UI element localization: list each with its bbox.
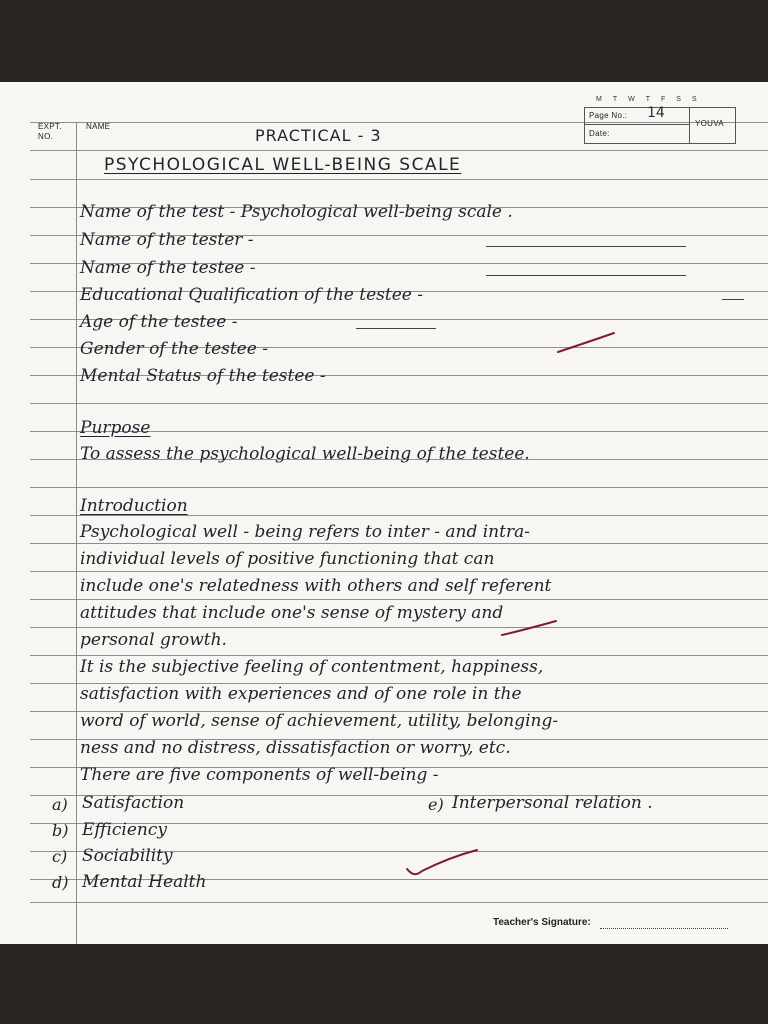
margin-line — [76, 122, 77, 944]
notebook-page — [0, 82, 768, 944]
ruled-line — [30, 179, 768, 180]
check-mark-icon — [404, 845, 480, 879]
box-divider — [689, 108, 690, 143]
ruled-line — [30, 403, 768, 404]
weekday-letter: W — [628, 96, 635, 103]
weekday-letter: M — [596, 96, 602, 103]
intro-line: There are five components of well-being - — [80, 765, 439, 785]
purpose-text: To assess the psychological well-being of the testee. — [80, 444, 530, 464]
intro-line: attitudes that include one's sense of mystery and — [80, 603, 504, 623]
expt-no-label: EXPT. NO. — [38, 122, 62, 141]
field-tester: Name of the tester - — [80, 230, 254, 250]
component-item: Sociability — [82, 846, 173, 866]
intro-line: individual levels of positive functioning that can — [80, 549, 495, 569]
blank-line — [722, 299, 744, 300]
practical-title: PRACTICAL - 3 — [255, 126, 382, 145]
date-label: Date: — [589, 129, 610, 138]
check-mark-icon — [500, 617, 560, 639]
main-title: PSYCHOLOGICAL WELL-BEING SCALE — [104, 155, 462, 175]
introduction-heading: Introduction — [80, 496, 188, 516]
weekday-letter: F — [661, 96, 666, 103]
ruled-line — [30, 543, 768, 544]
field-mental-status: Mental Status of the testee - — [80, 366, 326, 386]
component-item: Efficiency — [82, 820, 167, 840]
check-mark-icon — [556, 330, 616, 356]
intro-line: Psychological well - being refers to inter - and intra- — [80, 522, 530, 542]
ruled-line — [30, 655, 768, 656]
intro-line: satisfaction with experiences and of one role in the — [80, 684, 522, 704]
signature-line — [600, 928, 728, 929]
blank-line — [486, 246, 686, 247]
ruled-line — [30, 599, 768, 600]
ruled-line — [30, 627, 768, 628]
name-label: NAME — [86, 122, 111, 131]
page-number: 14 — [647, 105, 665, 121]
list-marker: d) — [52, 873, 69, 892]
purpose-heading: Purpose — [80, 418, 151, 438]
field-testee: Name of the testee - — [80, 258, 256, 278]
intro-line: It is the subjective feeling of contentment, happiness, — [80, 657, 544, 677]
weekday-row — [596, 96, 697, 103]
component-item: Mental Health — [82, 872, 207, 892]
blank-line — [356, 328, 436, 329]
page-number-label: Page No.: — [589, 111, 628, 120]
field-age: Age of the testee - — [80, 312, 238, 332]
list-marker: e) — [428, 795, 444, 814]
ruled-line — [30, 150, 768, 151]
weekday-letter: S — [676, 96, 681, 103]
page-info-box — [584, 107, 736, 144]
brand-logo: YOUVA — [695, 119, 724, 128]
field-gender: Gender of the testee - — [80, 339, 268, 359]
intro-line: ness and no distress, dissatisfaction or worry, etc. — [80, 738, 511, 758]
weekday-letter: T — [645, 96, 651, 103]
field-test-name: Name of the test - Psychological well-being scale . — [80, 202, 513, 222]
component-item: Interpersonal relation . — [452, 793, 653, 813]
list-marker: c) — [52, 847, 68, 866]
ruled-line — [30, 571, 768, 572]
teacher-signature-label: Teacher's Signature: — [493, 917, 591, 928]
ruled-line — [30, 902, 768, 903]
weekday-letter: S — [691, 96, 697, 103]
box-divider — [585, 124, 689, 125]
intro-line: personal growth. — [80, 630, 227, 650]
blank-line — [486, 275, 686, 276]
intro-line: include one's relatedness with others and self referent — [80, 576, 552, 596]
weekday-letter: T — [612, 96, 618, 103]
component-item: Satisfaction — [82, 793, 185, 813]
intro-line: word of world, sense of achievement, utility, belonging- — [80, 711, 559, 731]
ruled-line — [30, 487, 768, 488]
list-marker: a) — [52, 795, 68, 814]
field-education: Educational Qualification of the testee - — [80, 285, 423, 305]
list-marker: b) — [52, 821, 69, 840]
